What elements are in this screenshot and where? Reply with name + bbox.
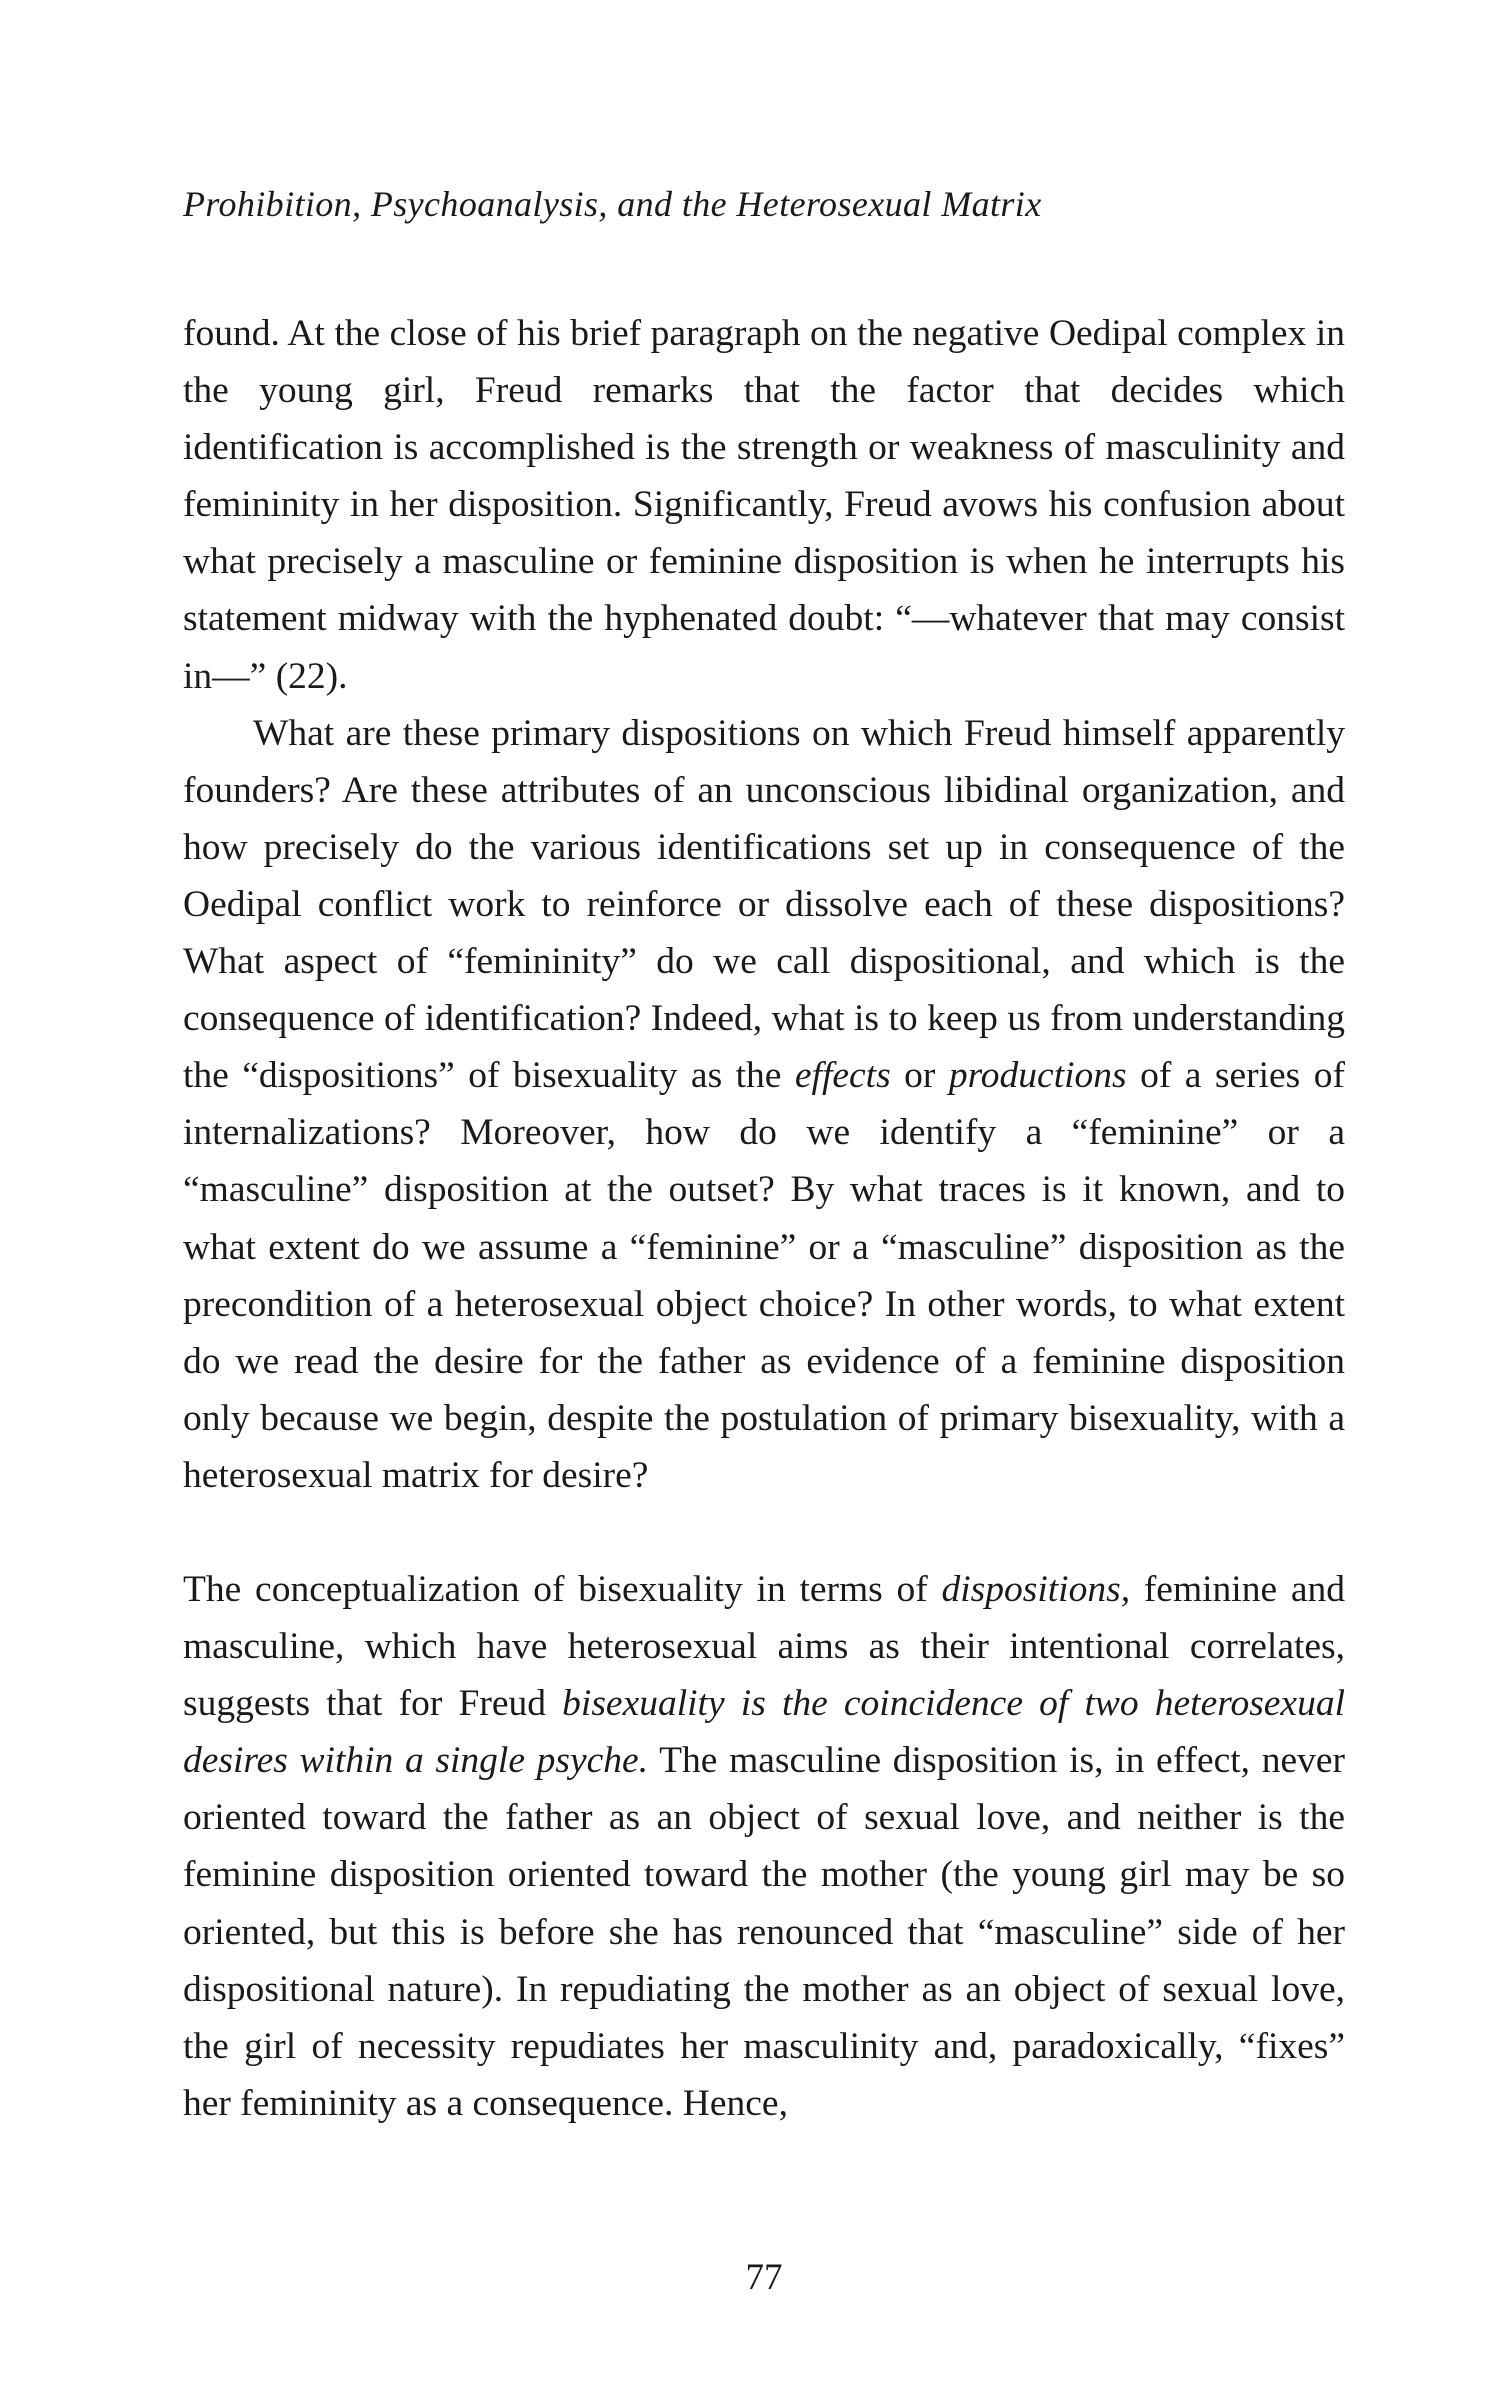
page-number: 77 <box>745 2257 783 2298</box>
paragraph-text: of a series of internalizations? Moreover, how do we identify a “feminine” or a “masculine” disposition at the outset? By what traces is it known, and to what extent do we assume a “feminine” or a “masculine” disposition as the precondition of a heterosexual object choice? In other words, to what extent do we read the desire for the father as evidence of a feminine disposition only because we begin, despite the postulation of primary bisexuality, with a heterosexual matrix for desire? <box>183 1055 1345 1496</box>
paragraph-dispositions-questions <box>183 705 1345 1504</box>
italic-emphasis: dispositions, <box>941 1568 1131 1610</box>
running-head: Prohibition, Psychoanalysis, and the Heterosexual Matrix <box>183 184 1042 224</box>
paragraph-text: feminine and masculine, which have heterosexual aims as their intentional correlates, suggests that for Freud <box>183 1568 1345 1725</box>
paragraph-text: The conceptualization of bisexuality in terms of <box>183 1568 942 1610</box>
italic-emphasis: bisexuality is the coincidence of two heterosexual desires within a single psyche. <box>183 1683 1345 1782</box>
paragraph-bisexuality-conceptualization <box>183 1561 1345 2132</box>
italic-emphasis: effects <box>794 1055 891 1097</box>
body-text <box>183 305 1345 2132</box>
paragraph-text: or <box>890 1055 949 1097</box>
paragraph-text: The masculine disposition is, in effect, never oriented toward the father as an object of sexual love, and neither is the feminine disposition oriented toward the mother (the young girl may be so oriented, but this is before she has renounced that “masculine” side of her dispositional nature). In repudiating the mother as an object of sexual love, the girl of necessity repudiates her masculinity and, paradoxically, “fixes” her femininity as a consequence. Hence, <box>183 1740 1346 2124</box>
book-page <box>183 0 1345 2400</box>
paragraph-continued: found. At the close of his brief paragraph on the negative Oedipal complex in the young girl, Freud remarks that the factor that decides which identification is accomplished is the strength or weakness of masculinity and femininity in her disposition. Significantly, Freud avows his confusion about what precisely a masculine or feminine disposition is when he interrupts his statement midway with the hyphenated doubt: “—whatever that may consist in—” (22). <box>183 313 1345 697</box>
italic-emphasis: productions <box>948 1055 1127 1097</box>
paragraph-text: What are these primary dispositions on which Freud himself apparently founders? Are these attributes of an unconscious libidinal organization, and how precisely do the various identifications set up in consequence of the Oedipal conflict work to reinforce or dissolve each of these dispositions? What aspect of “femininity” do we call dispositional, and which is the consequence of identification? Indeed, what is to keep us from understanding the “dispositions” of bisexuality as the <box>183 712 1345 1097</box>
